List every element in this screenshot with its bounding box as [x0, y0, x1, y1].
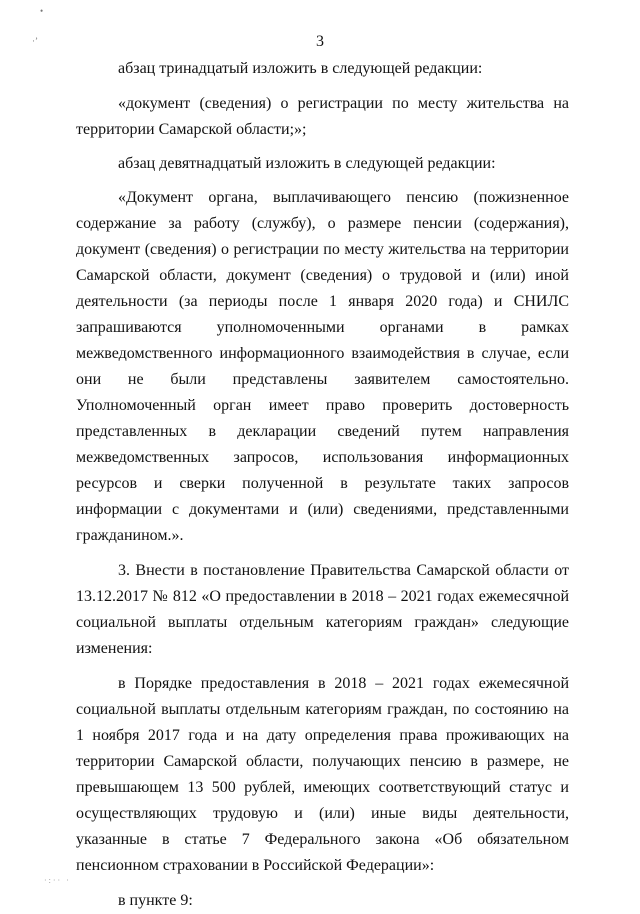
scan-speck: ·:·· · — [44, 876, 71, 885]
paragraph: 3. Внести в постановление Правительства Самарской области от 13.12.2017 № 812 «О предоставлении в 2018 – 2021 годах ежемесячной социальной выплаты отдельным категориям граждан» следующие изменения: — [76, 562, 569, 657]
paragraph: абзац девятнадцатый изложить в следующей редакции: — [118, 155, 496, 172]
paragraph: в Порядке предоставления в 2018 – 2021 годах ежемесячной социальной выплаты отдельным категориям граждан, по состоянию на 1 ноября 2017 года и на дату определения права проживающих на территории Самарской области, получающих пенсию в размере, не превышающем 13 500 рублей, имеющих соответствующий статус и осуществляющих трудовую и (или) иные виды деятельности, указанные в статье 7 Федерального закона «Об обязательном пенсионном страховании в Российской Федерации»: — [76, 675, 569, 874]
paragraph: «документ (сведения) о регистрации по месту жительства на территории Самарской области;»; — [76, 95, 569, 138]
document-body — [76, 55, 569, 914]
page-number: 3 — [316, 33, 324, 50]
scan-speck: ·ʼ — [32, 36, 38, 46]
paragraph: в пункте 9: — [118, 892, 193, 909]
scan-speck: • — [40, 6, 44, 16]
paragraph: абзац тринадцатый изложить в следующей редакции: — [118, 60, 483, 77]
paragraph: «Документ органа, выплачивающего пенсию (пожизненное содержание за работу (службу), о размере пенсии (содержания), документ (сведения) о регистрации по месту жительства на территории Самарской области, документ (сведения) о трудовой и (или) иной деятельности (за периоды после 1 января 2020 года) и СНИЛС запрашиваются уполномоченными органами в рамках межведомственного информационного взаимодействия в случае, если они не были представлены заявителем самостоятельно. Уполномоченный орган имеет право проверить достоверность представленных в декларации сведений путем направления межведомственных запросов, использования информационных ресурсов и сверки полученной в результате таких запросов информации с документами и (или) сведениями, представленными гражданином.». — [76, 189, 569, 544]
